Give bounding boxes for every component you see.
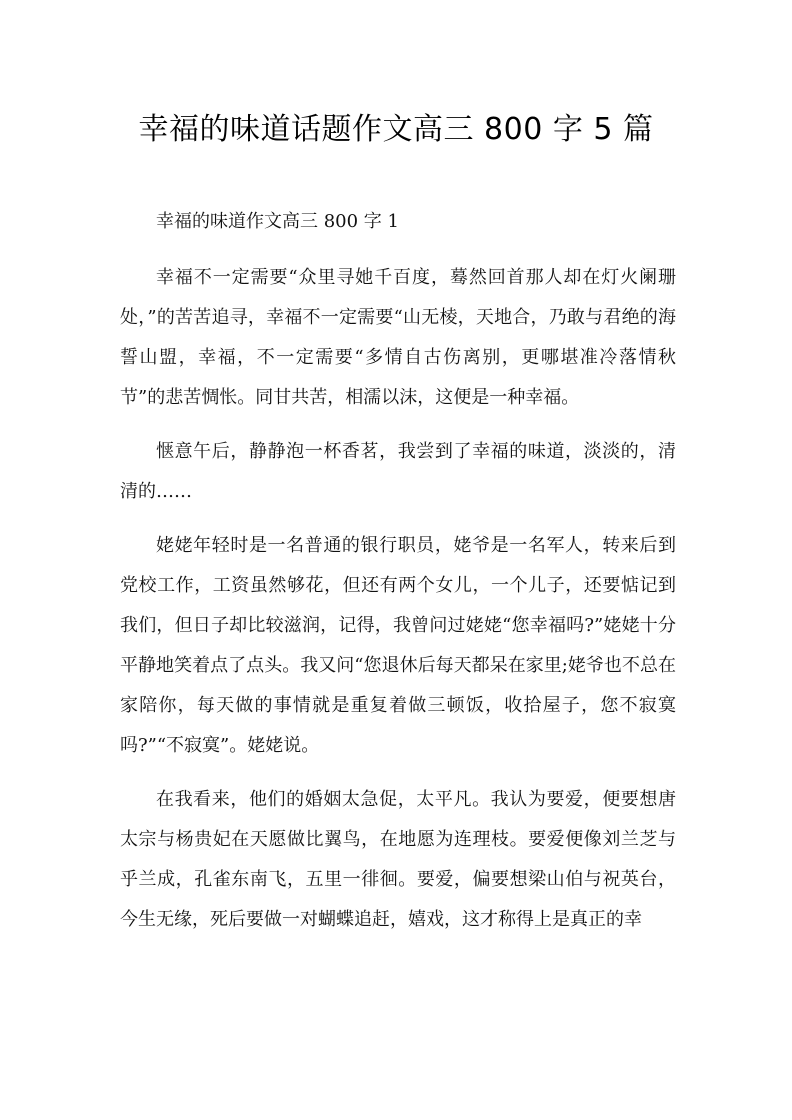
section-heading: 幸福的味道作文高三 800 字 1	[156, 211, 399, 232]
paragraph: 姥姥年轻时是一名普通的银行职员，姥爷是一名军人，转来后到党校工作，工资虽然够花，但还有两个女儿，一个儿子，还要惦记到我们，但日子却比较滋润，记得，我曾问过姥姥“您幸福吗?”姥姥十分平静地笑着点了点头。我又问“您退休后每天都呆在家里;姥爷也不总在家陪你，每天做的事情就是重复着做三顿饭，收拾屋子，您不寂寞吗?”“不寂寞”。姥姥说。	[120, 535, 676, 756]
document-title: 幸福的味道话题作文高三 800 字 5 篇	[138, 112, 654, 147]
paragraph: 在我看来，他们的婚姻太急促，太平凡。我认为要爱，便要想唐太宗与杨贵妃在天愿做比翼鸟，在地愿为连理枝。要爱便像刘兰芝与乎兰成，孔雀东南飞，五里一徘徊。要爱，偏要想梁山伯与祝英台，今生无缘，死后要做一对蝴蝶追赶，嬉戏，这才称得上是真正的幸	[120, 789, 676, 930]
document-body	[120, 202, 676, 954]
paragraph: 惬意午后，静静泡一杯香茗，我尝到了幸福的味道，淡淡的，清清的……	[120, 441, 676, 502]
paragraph: 幸福不一定需要“众里寻她千百度，蓦然回首那人却在灯火阑珊处，”的苦苦追寻，幸福不一定需要“山无棱，天地合，乃敢与君绝的海誓山盟，幸福，不一定需要“多情自古伤离别，更哪堪准冷落情秋节”的悲苦惆怅。同甘共苦，相濡以沫，这便是一种幸福。	[120, 267, 676, 408]
